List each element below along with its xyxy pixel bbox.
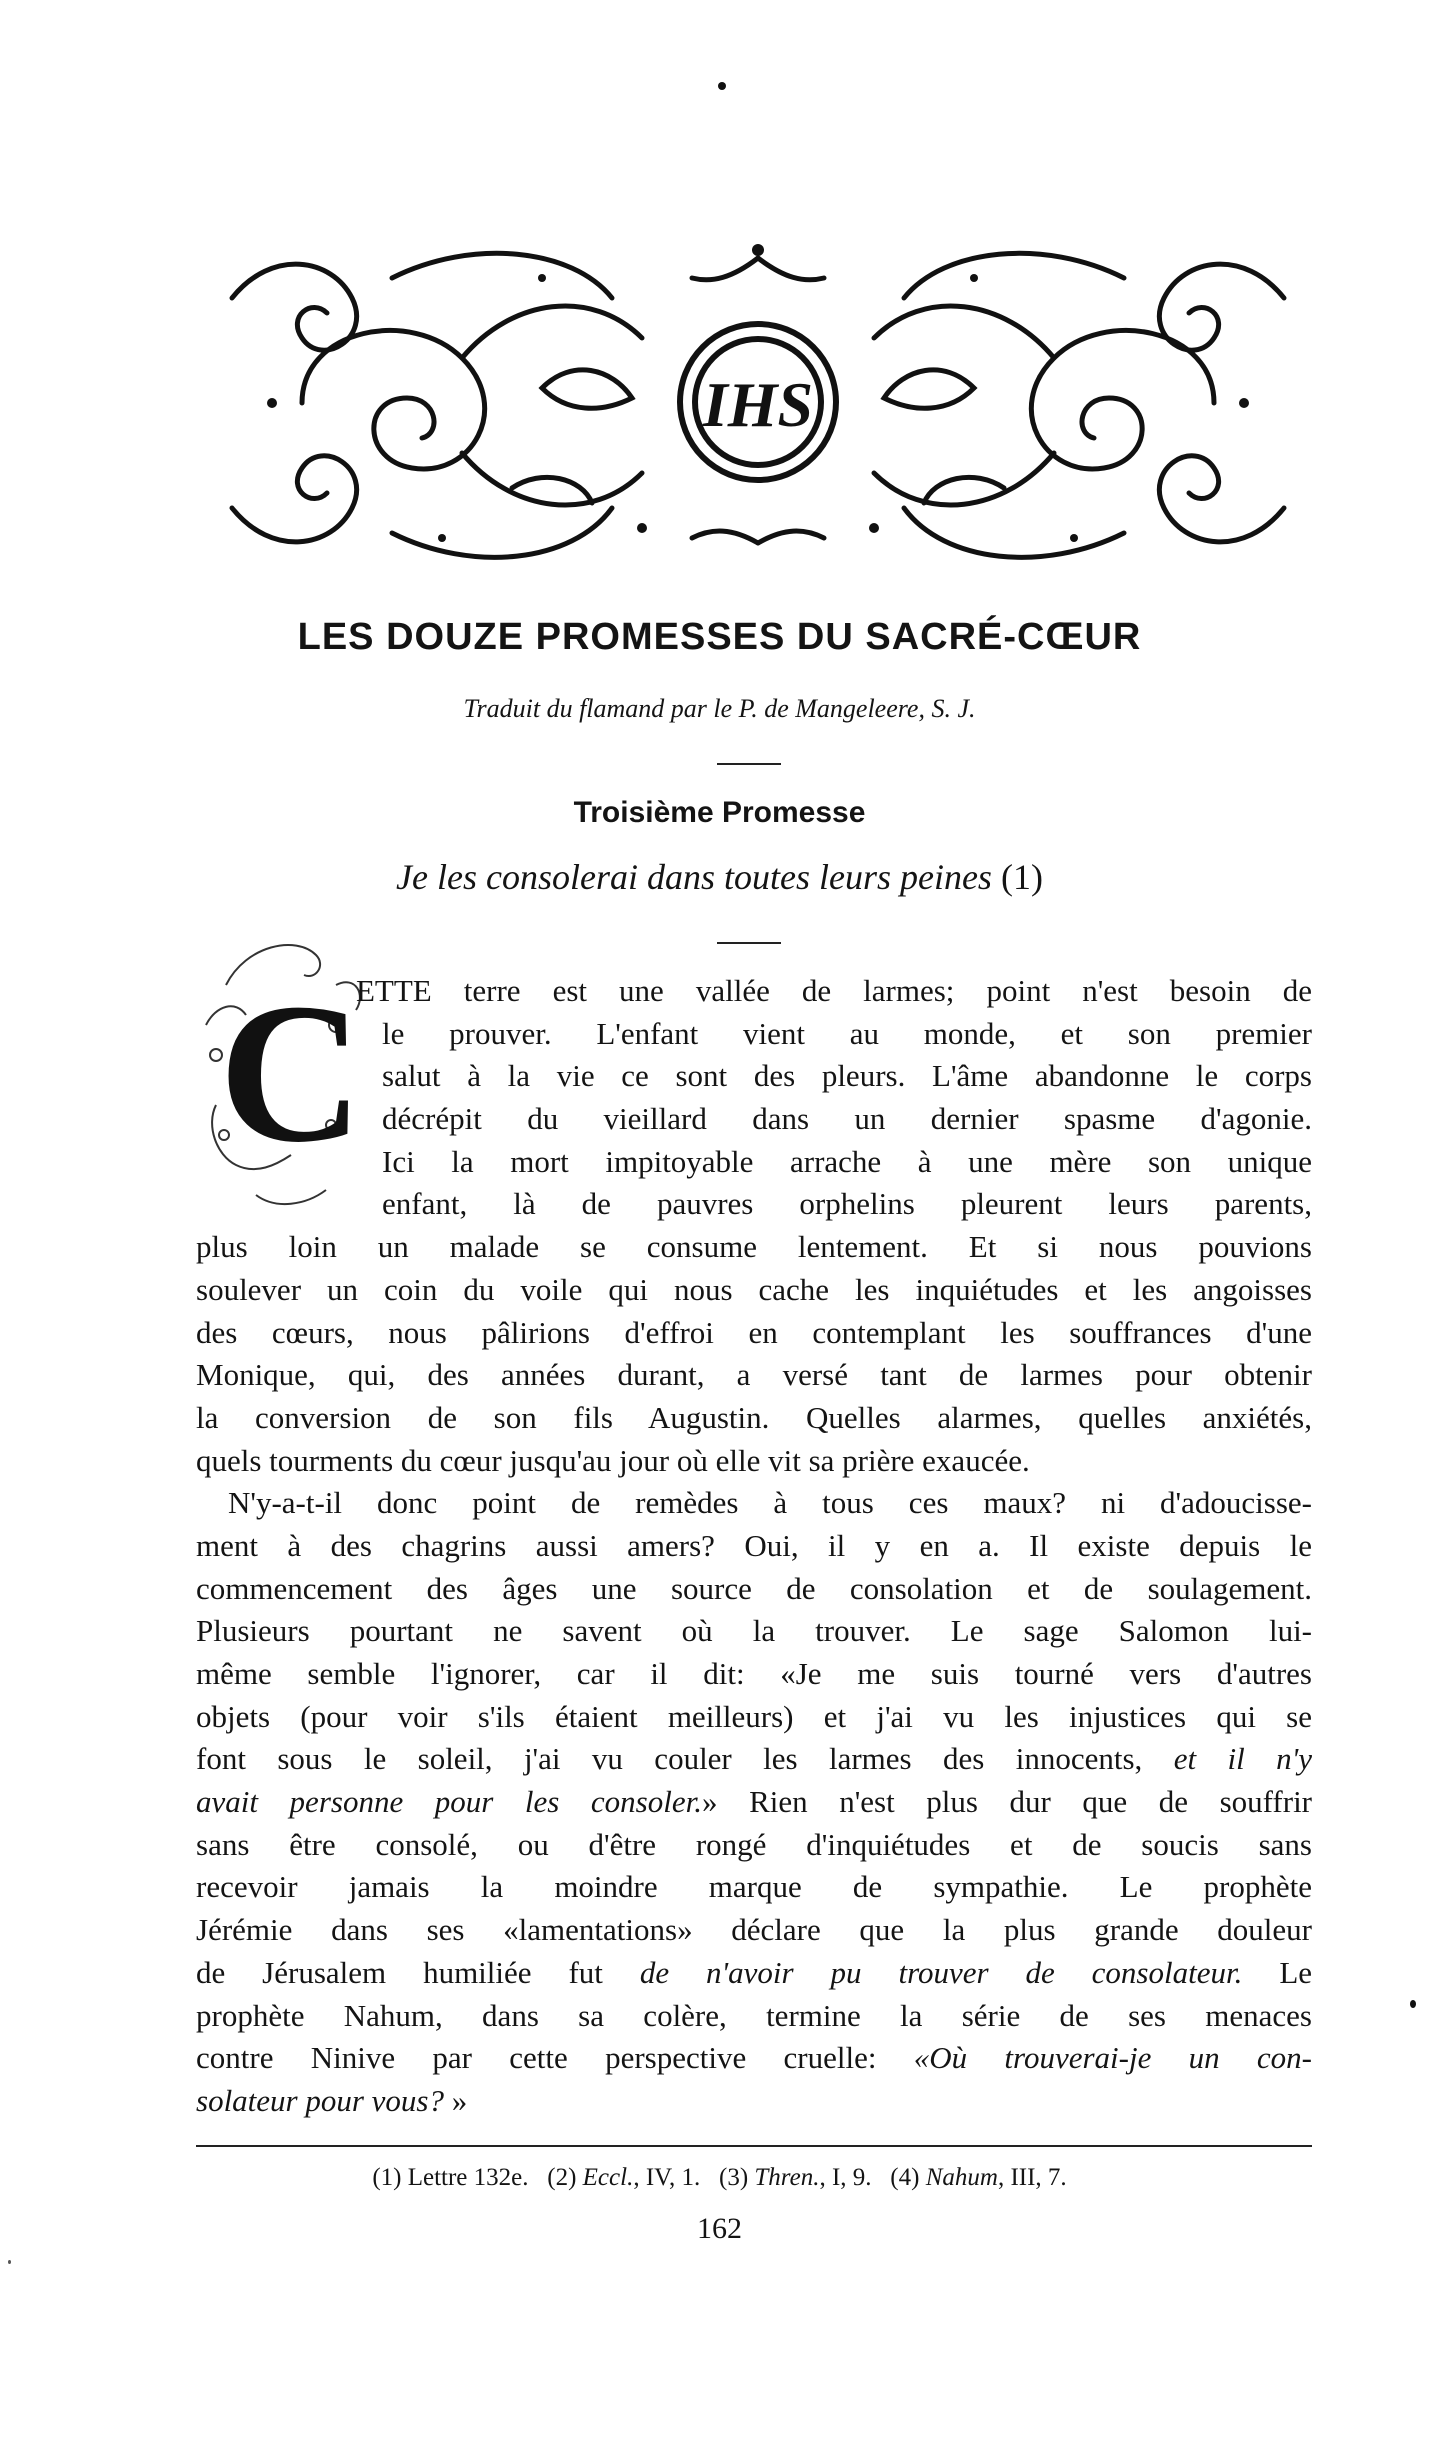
text-line: salut à la vie ce sont des pleurs. L'âme abandonne le corps xyxy=(382,1058,1312,1094)
text-line: objets (pour voir s'ils étaient meilleurs) et j'ai vu les injustices qui se xyxy=(196,1698,1312,1734)
text-line xyxy=(196,1781,1312,1824)
footnote-number: (3) xyxy=(719,2164,749,2191)
footnote-reference: , III, 7. xyxy=(997,2164,1067,2191)
drop-cap-letter: C xyxy=(218,963,364,1184)
footnote-source: Nahum xyxy=(925,2164,998,2191)
text-line: décrépit du vieillard dans un dernier spasme d'agonie. xyxy=(382,1101,1312,1137)
ornamental-headpiece xyxy=(212,238,1304,566)
text-line: Plusieurs pourtant ne savent où la trouver. Le sage Salomon lui- xyxy=(196,1613,1312,1649)
text-line-part: Le xyxy=(1279,1954,1313,1990)
emphasis: solateur pour vous? xyxy=(196,2082,444,2118)
text-line: sans être consolé, ou d'être rongé d'inquiétudes et de soucis sans xyxy=(196,1826,1312,1862)
footnote-reference: , IV, 1. xyxy=(633,2164,701,2191)
text-line: plus loin un malade se consume lentement. Et si nous pouvions xyxy=(196,1229,1312,1265)
printer-mark-dot xyxy=(1410,2000,1416,2008)
text-line: ment à des chagrins aussi amers? Oui, il y en a. Il existe depuis le xyxy=(196,1527,1312,1563)
text-line: la conversion de son fils Augustin. Quelles alarmes, quelles anxiétés, xyxy=(196,1399,1312,1435)
page-number: 162 xyxy=(697,2212,742,2245)
emphasis: et il n'y xyxy=(1173,1741,1313,1777)
text-line-part: font sous le soleil, j'ai vu couler les larmes des innocents, xyxy=(196,1741,1143,1777)
text-line xyxy=(196,1952,1312,1995)
footnote-source: Thren. xyxy=(754,2164,820,2191)
footnote-number: (2) xyxy=(547,2164,577,2191)
footnote-divider xyxy=(196,2145,1312,2147)
printer-mark-dot xyxy=(8,2260,11,2264)
text-line: des cœurs, nous pâlirions d'effroi en contemplant les souffrances d'une xyxy=(196,1314,1312,1350)
section-title: Troisième Promesse xyxy=(573,796,866,829)
ihs-monogram: IHS xyxy=(702,369,814,440)
divider-rule xyxy=(717,763,781,765)
text-line: soulever un coin du voile qui nous cache les inquiétudes et les angoisses xyxy=(196,1271,1312,1307)
text-line xyxy=(196,2080,1312,2123)
text-line: quels tourments du cœur jusqu'au jour où elle vit sa prière exaucée. xyxy=(196,1442,1030,1478)
text-line: prophète Nahum, dans sa colère, termine la série de ses menaces xyxy=(196,1997,1312,2033)
text-line: commencement des âges une source de consolation et de soulagement. xyxy=(196,1570,1312,1606)
ihs-monogram-medallion xyxy=(680,324,836,480)
footnote-number: (4) xyxy=(890,2164,920,2191)
footnote-source: Eccl. xyxy=(582,2164,634,2191)
emphasis: de n'avoir pu trouver de consolateur. xyxy=(639,1954,1243,1990)
text-line: enfant, là de pauvres orphelins pleurent leurs parents, xyxy=(382,1186,1312,1222)
footnote-2 xyxy=(547,2164,700,2191)
text-line: Ici la mort impitoyable arrache à une mère son unique xyxy=(382,1143,1312,1179)
text-line: le prouver. L'enfant vient au monde, et son premier xyxy=(382,1015,1312,1051)
text-line: ETTE terre est une vallée de larmes; point n'est besoin de xyxy=(356,973,1312,1008)
footnote-4 xyxy=(890,2164,1066,2191)
quote-mark: » xyxy=(702,1784,718,1820)
footnote-1: (1) Lettre 132e. xyxy=(372,2164,529,2191)
footnote-ref: (1) xyxy=(1000,857,1043,897)
footnote-reference: , I, 9. xyxy=(819,2164,872,2191)
text-line: Monique, qui, des années durant, a versé tant de larmes pour obtenir xyxy=(196,1357,1312,1393)
text-line: même semble l'ignorer, car il dit: «Je me suis tourné vers d'autres xyxy=(196,1656,1312,1691)
footnote-3 xyxy=(719,2164,872,2191)
printer-mark-dot xyxy=(718,82,726,90)
quote-mark: » xyxy=(451,2082,468,2118)
section-subtitle xyxy=(0,856,1439,898)
text-line: Jérémie dans ses «lamentations» déclare que la plus grande douleur xyxy=(196,1912,1312,1948)
article-body xyxy=(196,970,1312,2123)
section-subtitle-text: Je les consolerai dans toutes leurs peines xyxy=(396,857,992,897)
emphasis: avait personne pour les consoler. xyxy=(196,1784,702,1820)
text-line-part: Rien n'est plus dur que de souffrir xyxy=(749,1784,1313,1820)
article-title: LES DOUZE PROMESSES DU SACRÉ-CŒUR xyxy=(297,616,1142,658)
emphasis: «Où trouverai-je un con- xyxy=(913,2040,1313,2076)
text-line-part: de Jérusalem humiliée fut xyxy=(196,1954,603,1990)
text-line: N'y-a-t-il donc point de remèdes à tous ces maux? ni d'adoucisse- xyxy=(228,1485,1312,1521)
translator-note: Traduit du flamand par le P. de Mangeleere, S. J. xyxy=(463,694,976,723)
text-line xyxy=(196,2037,1312,2080)
footnotes xyxy=(0,2164,1439,2192)
text-line: recevoir jamais la moindre marque de sympathie. Le prophète xyxy=(196,1869,1312,1905)
text-line xyxy=(196,1738,1312,1781)
divider-rule xyxy=(717,942,781,944)
text-line-part: contre Ninive par cette perspective cruelle: xyxy=(196,2040,877,2076)
